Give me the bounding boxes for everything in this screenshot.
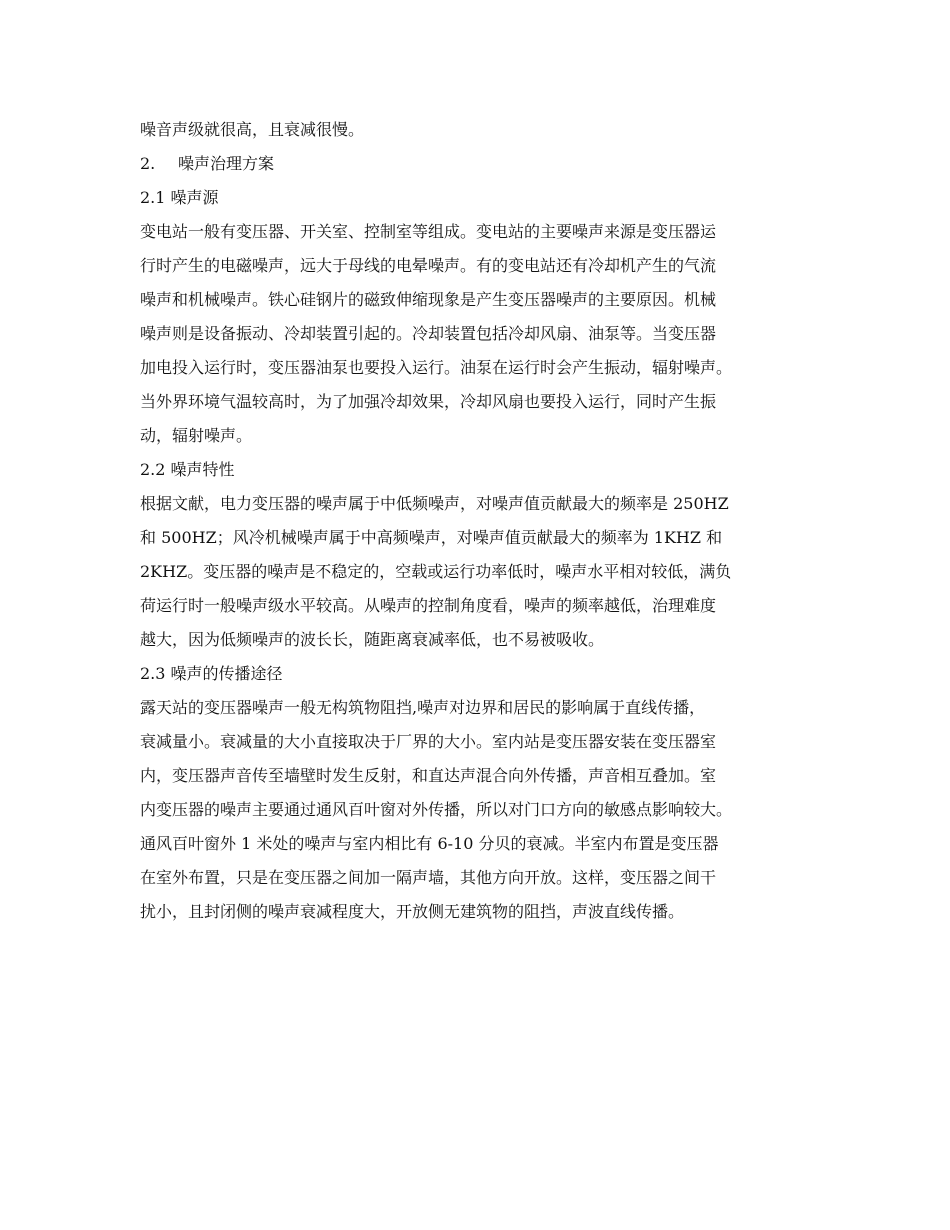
section-2-heading xyxy=(140,147,820,181)
paragraph-line: 当外界环境气温较高时，为了加强冷却效果，冷却风扇也要投入运行，同时产生振 xyxy=(140,392,717,411)
paragraph-line: 衰减量小。衰减量的大小直接取决于厂界的大小。室内站是变压器安装在变压器室 xyxy=(140,732,717,751)
section-2-3-paragraph xyxy=(140,691,820,929)
document-body xyxy=(140,113,820,929)
paragraph-line: 内变压器的噪声主要通过通风百叶窗对外传播，所以对门口方向的敏感点影响较大。 xyxy=(140,800,733,819)
paragraph-line: 荷运行时一般噪声级水平较高。从噪声的控制角度看，噪声的频率越低，治理难度 xyxy=(140,596,717,615)
section-2-1-paragraph xyxy=(140,215,820,453)
paragraph-line: 越大，因为低频噪声的波长长，随距离衰减率低，也不易被吸收。 xyxy=(140,630,605,649)
paragraph-line: 在室外布置，只是在变压器之间加一隔声墙，其他方向开放。这样，变压器之间干 xyxy=(140,868,717,887)
paragraph-line: 加电投入运行时，变压器油泵也要投入运行。油泵在运行时会产生振动，辐射噪声。 xyxy=(140,358,733,377)
section-2-title: 噪声治理方案 xyxy=(178,154,275,173)
paragraph-line: 内，变压器声音传至墙壁时发生反射，和直达声混合向外传播，声音相互叠加。室 xyxy=(140,766,717,785)
section-2-1-heading: 2.1 噪声源 xyxy=(140,188,219,207)
paragraph-line: 扰小，且封闭侧的噪声衰减程度大，开放侧无建筑物的阻挡，声波直线传播。 xyxy=(140,902,685,921)
paragraph-line: 噪声和机械噪声。铁心硅钢片的磁致伸缩现象是产生变压器噪声的主要原因。机械 xyxy=(140,290,717,309)
paragraph-line: 和 500HZ；风冷机械噪声属于中高频噪声，对噪声值贡献最大的频率为 1KHZ 和 xyxy=(140,528,723,547)
paragraph-line: 露天站的变压器噪声一般无构筑物阻挡,噪声对边界和居民的影响属于直线传播， xyxy=(140,698,706,717)
paragraph-line: 行时产生的电磁噪声，远大于母线的电晕噪声。有的变电站还有冷却机产生的气流 xyxy=(140,256,717,275)
paragraph-line: 变电站一般有变压器、开关室、控制室等组成。变电站的主要噪声来源是变压器运 xyxy=(140,222,717,241)
paragraph-line: 动，辐射噪声。 xyxy=(140,426,253,445)
intro-line: 噪音声级就很高，且衰减很慢。 xyxy=(140,120,365,139)
section-2-2-heading: 2.2 噪声特性 xyxy=(140,460,235,479)
section-2-2-paragraph xyxy=(140,487,820,657)
section-2-number: 2. xyxy=(140,154,156,173)
paragraph-line: 通风百叶窗外 1 米处的噪声与室内相比有 6-10 分贝的衰减。半室内布置是变压器 xyxy=(140,834,719,853)
paragraph-line: 噪声则是设备振动、冷却装置引起的。冷却装置包括冷却风扇、油泵等。当变压器 xyxy=(140,324,717,343)
section-2-3-heading: 2.3 噪声的传播途径 xyxy=(140,664,283,683)
paragraph-line: 2KHZ。变压器的噪声是不稳定的，空载或运行功率低时，噪声水平相对较低，满负 xyxy=(140,562,732,581)
paragraph-line: 根据文献，电力变压器的噪声属于中低频噪声，对噪声值贡献最大的频率是 250HZ xyxy=(140,494,729,513)
